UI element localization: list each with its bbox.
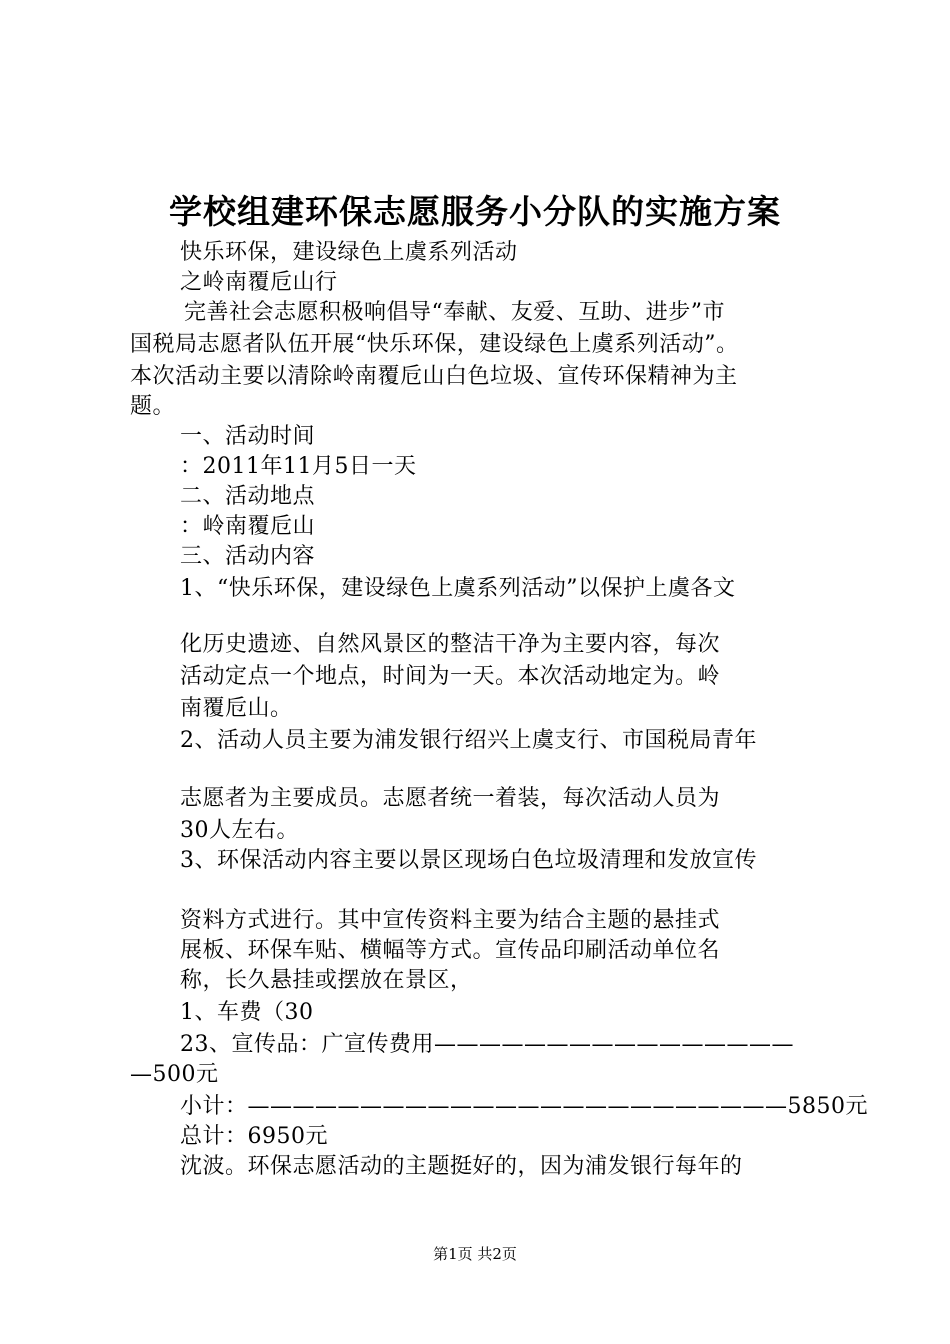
expense-line: —500元: [130, 1062, 219, 1087]
section-heading: 二、活动地点: [180, 484, 316, 509]
body-line: 展板、环保车贴、横幅等方式。宣传品印刷活动单位名: [180, 938, 721, 963]
section-heading: 三、活动内容: [180, 544, 316, 569]
expense-line: 1、车费（30: [180, 1000, 314, 1025]
body-line: 化历史遗迹、自然风景区的整洁干净为主要内容，每次: [180, 632, 721, 657]
body-line: 快乐环保，建设绿色上虞系列活动: [180, 240, 518, 265]
body-line: 之岭南覆卮山行: [180, 270, 338, 295]
page-footer: 第1页 共2页: [433, 1245, 517, 1263]
body-line: 3、环保活动内容主要以景区现场白色垃圾清理和发放宣传: [180, 848, 757, 873]
body-line: ：岭南覆卮山: [180, 514, 316, 539]
body-line: 沈波。环保志愿活动的主题挺好的，因为浦发银行每年的: [180, 1154, 743, 1179]
body-line: 本次活动主要以清除岭南覆卮山白色垃圾、宣传环保精神为主: [130, 364, 738, 389]
document-title: 学校组建环保志愿服务小分队的实施方案: [169, 192, 781, 231]
body-line: 国税局志愿者队伍开展“快乐环保，建设绿色上虞系列活动”。: [130, 332, 739, 357]
body-line: 题。: [130, 394, 176, 419]
body-line: 30人左右。: [180, 818, 299, 843]
body-line: 1、“快乐环保，建设绿色上虞系列活动”以保护上虞各文: [180, 576, 736, 601]
subtotal-line: 小计：————————————————————————5850元: [180, 1094, 868, 1119]
expense-line: 23、宣传品：广宣传费用————————————————: [180, 1032, 794, 1057]
body-line: 志愿者为主要成员。志愿者统一着装，每次活动人员为: [180, 786, 721, 811]
body-line: 南覆卮山。: [180, 696, 293, 721]
body-line: 称，长久悬挂或摆放在景区，: [180, 968, 473, 993]
body-line: 2、活动人员主要为浦发银行绍兴上虞支行、市国税局青年: [180, 728, 757, 753]
body-line: 资料方式进行。其中宣传资料主要为结合主题的悬挂式: [180, 908, 721, 933]
body-line: ：2011年11月5日一天: [180, 454, 417, 479]
section-heading: 一、活动时间: [180, 424, 316, 449]
body-line: 活动定点一个地点，时间为一天。本次活动地定为。岭: [180, 664, 721, 689]
body-line: 完善社会志愿积极响倡导“奉献、友爱、互助、进步”市: [184, 300, 725, 325]
total-line: 总计：6950元: [180, 1124, 328, 1149]
